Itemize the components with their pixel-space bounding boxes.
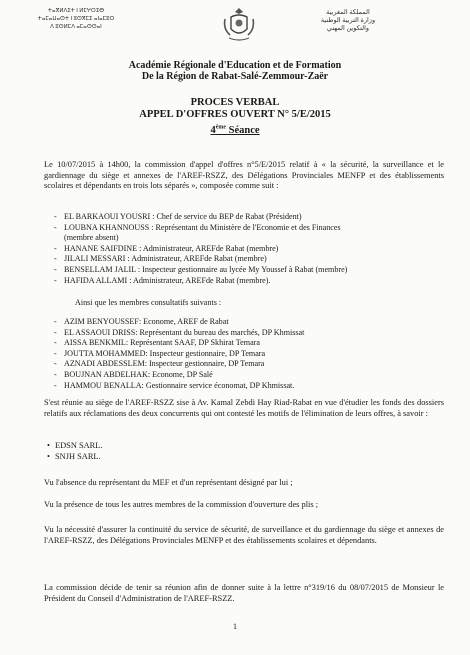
- members-list: [64, 212, 444, 286]
- page-number: 1: [233, 622, 237, 631]
- header-tifinagh-line: ⵜⴰⵎⴰⵡⴰⵙⵜ ⵏ ⵓⵙⴳⵎⵉ ⴰⵏⴰⵎⵓⵔ: [37, 16, 115, 22]
- member-item: - HANANE SAIFDINE : Administrateur, AREFde Rabat (membre): [64, 244, 444, 255]
- academie-line-1: Académie Régionale d'Education et de Formation: [128, 60, 342, 71]
- seance-number: 4: [210, 124, 216, 136]
- consultatif-item: - BOUJNAN ABDELHAK: Econome, DP Salé: [64, 370, 444, 381]
- header-tifinagh-line: ⴷ ⵓⵙⵍⵎⴷ ⴰⵎⴰⵙⵙⴰⵏ: [50, 24, 102, 30]
- header-arabic-line: والتكوين المهني: [326, 25, 370, 32]
- member-item: - JILALI MESSARI : Administrateur, AREFde Rabat (membre): [64, 254, 444, 265]
- member-item: - EL BARKAOUI YOUSRI : Chef de service du BEP de Rabat (Président): [64, 212, 444, 223]
- seance-label: [210, 125, 259, 136]
- consultatifs-list: [64, 317, 444, 391]
- concurrent-item: • EDSN SARL.: [55, 440, 102, 451]
- vu-necessite-paragraph: Vu la nécessité d'assurer la continuité du service de sécurité, de surveillance et du gardiennage du siège et annexes de l'AREF-RSZZ, des Délégations Provinciales MENFP et des établissements scolaires et dépendants.: [44, 525, 444, 545]
- intro-paragraph: Le 10/07/2015 à 14h00, la commission d'appel d'offres n°5/E/2015 relatif à « la sécurité, la surveillance et le gardiennage du siège et annexes de l'AREF-RSZZ, des Délégations Provinciales MENFP et des établissements scolaires et dépendants en trois lots séparés », composée comme suit :: [44, 160, 444, 190]
- consultatif-item: - AZIM BENYOUSSEF: Econome, AREF de Rabat: [64, 317, 444, 328]
- appel-offres-title: APPEL D'OFFRES OUVERT N° 5/E/2015: [139, 109, 331, 120]
- consultatif-item: - JOUTTA MOHAMMED: Inspecteur gestionnaire, DP Temara: [64, 349, 444, 360]
- decision-paragraph: La commission décide de tenir sa réunion afin de donner suite à la lettre n°319/16 du 08/07/2015 de Monsieur le Président du Conseil d'Administration de l'AREF-RSZZ.: [44, 583, 444, 603]
- academie-line-2: De la Région de Rabat-Salé-Zemmour-Zaër: [141, 71, 329, 82]
- consultatif-item: - HAMMOU BENALLA: Gestionnaire service économat, DP Khmissat.: [64, 381, 444, 392]
- header-tifinagh: [35, 7, 117, 31]
- pv-title: PROCES VERBAL: [190, 97, 280, 108]
- concurrents-list: [55, 440, 102, 462]
- consultatif-item: - AISSA BENKMIL: Représentant SAAF, DP Skhirat Temara: [64, 338, 444, 349]
- consultatif-item: - EL ASSAOUI DRISS: Représentant du bureau des marchés, DP Khmissat: [64, 328, 444, 339]
- seance-sup: ème: [215, 124, 227, 130]
- member-item-continued: (membre absent): [64, 233, 119, 243]
- member-item: - HAFIDA ALLAMI : Administrateur, AREFde Rabat (membre).: [64, 276, 444, 287]
- vu-presence-paragraph: Vu la présence de tous les autres membres de la commission d'ouverture des plis ;: [44, 500, 319, 509]
- reunion-paragraph: S'est réunie au siège de l'AREF-RSZZ sise à Av. Kamal Zebdi Hay Riad-Rabat en vue d'étudier les fonds des dossiers relatifs aux réclamations des deux concurrents qui ont contesté les motifs de l'élimination de leurs offres, à savoir :: [44, 398, 444, 418]
- consultatif-item: - AZNADI ABDESSLEM: Inspecteur gestionnaire, DP Temara: [64, 359, 444, 370]
- header-arabic: [298, 9, 398, 33]
- header-tifinagh-line: ⵜⴰⴳⵍⴷⵉⵜ ⵏ ⵍⵎⵖⵔⵉⴱ: [47, 8, 105, 14]
- member-item: - LOUBNA KHANNOUSS : Représentant du Ministère de l'Economie et des Finances: [64, 223, 444, 234]
- coat-of-arms-emblem: [222, 5, 256, 43]
- header-arabic-line: وزارة التربية الوطنية: [320, 17, 376, 24]
- concurrent-item: • SNJH SARL.: [55, 451, 102, 462]
- member-item: - BENSELLAM JALIL : Inspecteur gestionnaire au lycée My Youssef à Rabat (membre): [64, 265, 444, 276]
- vu-absence-paragraph: Vu l'absence du représentant du MEF et d'un représentant désigné par lui ;: [44, 478, 293, 487]
- seance-title: [0, 121, 470, 137]
- consultatifs-intro: Ainsi que les membres consultatifs suivants :: [75, 298, 222, 307]
- header-arabic-line: المملكة المغربية: [326, 9, 370, 16]
- seance-word: Séance: [226, 124, 260, 136]
